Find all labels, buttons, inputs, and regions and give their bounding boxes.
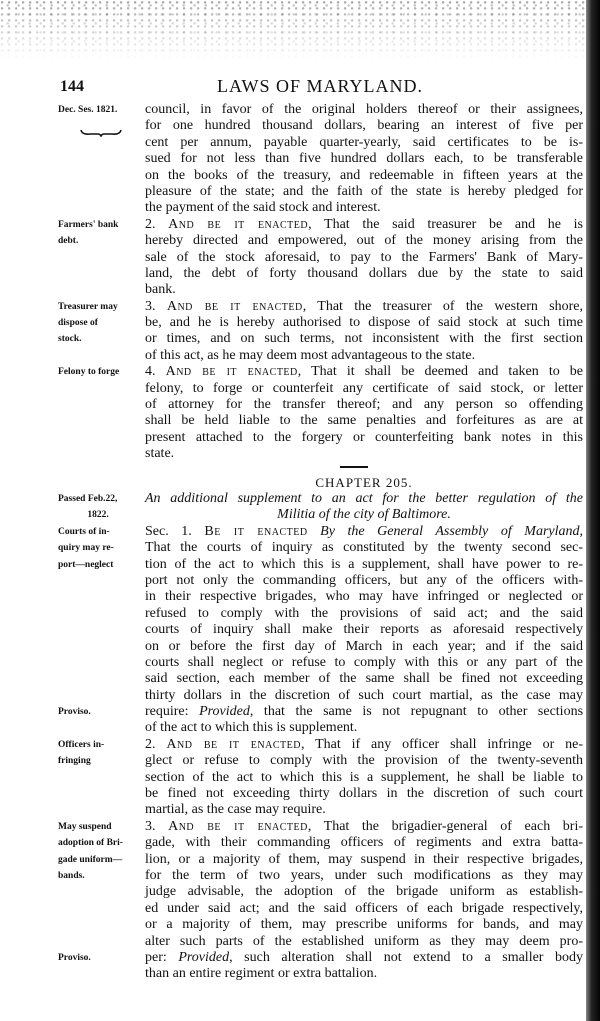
- margin-note: stock.: [58, 334, 82, 345]
- text-line-row: [0, 282, 600, 298]
- text-line-row: [0, 606, 600, 622]
- body-text-line: bank.: [145, 282, 176, 298]
- body-text-line: or times, and on such terms, not inconsistent with the first section: [145, 331, 583, 347]
- text-line-row: [0, 397, 600, 413]
- text-span: 2.: [145, 736, 167, 752]
- text-span: 3.: [145, 818, 169, 834]
- margin-note: Treasurer may: [58, 301, 118, 312]
- text-line-row: [0, 835, 600, 851]
- body-text-line: than an entire regiment or extra battalion.: [145, 966, 378, 982]
- text-span: , That it shall be deemed and taken to be: [297, 364, 584, 380]
- text-line-row: [0, 639, 600, 655]
- body-text-line: land, the debt of forty thousand dollars due by the state to said: [145, 265, 583, 281]
- margin-note: fringing: [58, 756, 91, 767]
- running-head-text: LAWS OF MARYLAND.: [216, 76, 424, 96]
- text-line-row: [0, 364, 600, 380]
- text-line-row: [0, 250, 600, 266]
- text-line-row: [0, 770, 600, 786]
- margin-note: gade uniform—: [58, 854, 123, 865]
- scan-noise: [0, 0, 586, 60]
- body-text-line: present attached to the forgery or counterfeiting bank notes in this: [145, 429, 583, 445]
- text-line-row: [0, 135, 600, 151]
- text-line-row: [0, 573, 600, 589]
- margin-note: Courts of in-: [58, 526, 110, 537]
- body-text-line: refused to comply with the provisions of said act; and the said: [145, 605, 583, 621]
- body-text-line: the payment of the said stock and interest.: [145, 200, 381, 216]
- enacting-clause: And be it enacted: [168, 216, 309, 232]
- margin-note: Farmers' bank: [58, 219, 119, 230]
- text-line-row: [0, 331, 600, 347]
- body-text-line: lion, or a majority of them, may suspend in their respective brigades,: [145, 851, 583, 867]
- margin-note: dispose of: [58, 318, 98, 329]
- text-span: per:: [145, 949, 179, 965]
- text-line-row: [0, 557, 600, 573]
- text-line-row: [0, 168, 600, 184]
- text-line-row: [0, 802, 600, 818]
- text-span: require:: [145, 704, 200, 720]
- body-text-line: be, and he is hereby authorised to dispose of said stock at such time: [145, 315, 583, 331]
- body-text-line: section of the act to which this is a supplement, he shall be liable to: [145, 769, 583, 785]
- italic-text: Provided: [178, 949, 230, 965]
- text-line-row: [0, 507, 600, 523]
- body-text-line: on the books of the treasury, and redeemable in fifteen years at the: [145, 167, 583, 183]
- text-line-row: [0, 524, 600, 540]
- text-line-row: [0, 622, 600, 638]
- italic-text: Provided: [199, 704, 250, 720]
- body-text-line: on or before the first day of March in each year; and if the said: [145, 638, 583, 654]
- text-line-row: [0, 151, 600, 167]
- text-line-row: [0, 589, 600, 605]
- body-text-line: pleasure of the state; and the faith of the state is hereby pledged for: [145, 183, 583, 199]
- body-text-line: in their respective brigades, who may have infringed or neglected or: [145, 589, 583, 605]
- margin-note: Officers in-: [58, 739, 105, 750]
- text-line-row: [0, 852, 600, 868]
- margin-note: debt.: [58, 236, 79, 247]
- body-text-line: alter such parts of the established uniform as they may deem pro-: [145, 933, 583, 949]
- body-text-line: [145, 299, 583, 315]
- body-text-line: courts shall neglect or refuse to comply with this or any part of the: [145, 654, 583, 670]
- margin-note: quiry may re-: [58, 543, 114, 554]
- text-line-row: [0, 884, 600, 900]
- margin-note: bands.: [58, 870, 85, 881]
- text-line-row: [0, 413, 600, 429]
- body-text-line: of this act, as he may deem most advantageous to the state.: [145, 347, 476, 363]
- page-number: 144: [60, 78, 84, 95]
- body-text-line: [145, 819, 583, 835]
- text-line-row: [0, 966, 600, 982]
- body-text-line: state.: [145, 446, 175, 462]
- body-text-line: [145, 217, 583, 233]
- body-text-line: [145, 737, 583, 753]
- body-text-line: for the term of two years, under such modifications as they may: [145, 867, 583, 883]
- document-body: [0, 102, 600, 983]
- margin-note: adoption of Bri-: [58, 838, 123, 849]
- margin-note: 1822.: [87, 510, 109, 521]
- enacting-clause: And be it enacted: [166, 298, 303, 314]
- margin-note: Proviso.: [58, 707, 91, 718]
- chapter-title: Militia of the city of Baltimore.: [277, 507, 451, 523]
- body-text-line: [145, 364, 583, 380]
- text-line-row: [0, 430, 600, 446]
- margin-note: Proviso.: [58, 952, 91, 963]
- body-text-line: shall be held liable to the same penalties and forfeitures as are at: [145, 413, 583, 429]
- body-text-line: of attorney for the transfer thereof; and any person so offending: [145, 397, 583, 413]
- text-line-row: [0, 655, 600, 671]
- body-text-line: glect or refuse to comply with the provision of the twenty-seventh: [145, 753, 583, 769]
- enacting-clause: And be it enacted: [168, 818, 308, 834]
- enacting-clause: Be it enacted: [204, 523, 308, 539]
- enacting-clause: And be it enacted: [165, 364, 298, 380]
- text-span: 2.: [145, 216, 169, 232]
- text-span: 3.: [145, 298, 167, 314]
- body-text-line: That the courts of inquiry as constituted by the twenty second sec-: [145, 540, 583, 556]
- text-line-row: [0, 868, 600, 884]
- text-span: , That the brigadier-general of each bri-: [307, 818, 583, 834]
- margin-note: Felony to forge: [58, 367, 120, 378]
- text-line-row: [0, 266, 600, 282]
- text-line-row: [0, 671, 600, 687]
- margin-note: May suspend: [58, 821, 112, 832]
- body-text-line: [145, 950, 583, 966]
- text-line-row: [0, 217, 600, 233]
- body-text-line: thirty dollars in the discretion of such court martial, as the case may: [145, 687, 583, 703]
- text-line-row: [0, 901, 600, 917]
- text-span: , That the said treasurer be and he is: [308, 216, 583, 232]
- body-text-line: be fined not exceeding thirty dollars in the discretion of such court: [145, 786, 583, 802]
- text-line-row: [0, 704, 600, 720]
- text-line-row: [0, 446, 600, 462]
- body-text-line: courts of inquiry shall make their reports as aforesaid respectively: [145, 622, 583, 638]
- text-line-row: [0, 348, 600, 364]
- body-text-line: felony, to forge or counterfeit any certificate of said stock, or letter: [145, 380, 583, 396]
- text-line-row: [0, 381, 600, 397]
- text-line-row: [0, 233, 600, 249]
- chapter-heading: CHAPTER 205.: [315, 474, 413, 490]
- text-line-row: [0, 102, 600, 118]
- body-text-line: tion of the act to which this is a supplement, shall have power to re-: [145, 556, 583, 572]
- text-span: , That if any officer shall infringe or ne-: [300, 736, 584, 752]
- body-text-line: hereby directed and empowered, out of the money arising from the: [145, 233, 583, 249]
- chapter-title: An additional supplement to an act for the better regulation of the: [145, 490, 583, 506]
- margin-note: Dec. Ses. 1821.: [58, 105, 118, 115]
- body-text-line: of the act to which this is supplement.: [145, 720, 358, 736]
- text-line-row: [0, 184, 600, 200]
- margin-note: Passed Feb.22,: [58, 493, 118, 504]
- text-line-row: [0, 934, 600, 950]
- text-line-row: [0, 917, 600, 933]
- body-text-line: judge advisable, the adoption of the brigade uniform as establish-: [145, 884, 583, 900]
- body-text-line: for one hundred thousand dollars, bearing an interest of five per: [145, 118, 583, 134]
- text-line-row: [0, 753, 600, 769]
- text-line-row: [0, 118, 600, 134]
- body-text-line: ed under said act; and the said officers of each brigade respectively,: [145, 900, 583, 916]
- text-line-row: [0, 819, 600, 835]
- body-text-line: council, in favor of the original holders thereof or their assignees,: [145, 102, 583, 117]
- text-span: Sec. 1.: [145, 523, 205, 539]
- body-text-line: sued for not less than five hundred dollars each, to be transferable: [145, 151, 583, 167]
- body-text-line: martial, as the case may require.: [145, 802, 326, 818]
- body-text-line: gade, with their commanding officers of regiments and extra batta-: [145, 835, 583, 851]
- enacting-clause: And be it enacted: [166, 736, 301, 752]
- text-span: , such alteration shall not extend to a smaller body: [229, 949, 584, 965]
- body-text-line: [145, 524, 583, 540]
- text-line-row: [0, 200, 600, 216]
- text-line-row: [0, 688, 600, 704]
- text-line-row: [0, 786, 600, 802]
- body-text-line: cent per annum, payable quarter-yearly, said certificates to be is-: [145, 134, 583, 150]
- body-text-line: said section, each member of the same shall be fined not exceeding: [145, 671, 583, 687]
- body-text-line: [145, 704, 583, 720]
- text-line-row: [0, 299, 600, 315]
- running-head: [0, 76, 600, 97]
- text-line-row: [0, 737, 600, 753]
- text-line-row: [0, 491, 600, 507]
- text-line-row: [0, 950, 600, 966]
- body-text-line: port not only the commanding officers, but any of the officers with-: [145, 572, 583, 588]
- text-span: , that the same is not repugnant to other sections: [249, 704, 584, 720]
- text-span: 4.: [145, 364, 166, 380]
- body-text-line: or a majority of them, may prescribe uniforms for bands, and may: [145, 917, 583, 933]
- text-line-row: [0, 475, 600, 491]
- text-line-row: [0, 720, 600, 736]
- text-line-row: [0, 315, 600, 331]
- margin-note: port—neglect: [58, 559, 114, 570]
- body-text-line: sale of the stock aforesaid, to pay to the Farmers' Bank of Mary-: [145, 249, 583, 265]
- text-span: , That the treasurer of the western shore,: [302, 298, 584, 314]
- text-line-row: [0, 540, 600, 556]
- section-divider: [0, 463, 600, 475]
- italic-text: By the General Assembly of Maryland,: [307, 523, 583, 539]
